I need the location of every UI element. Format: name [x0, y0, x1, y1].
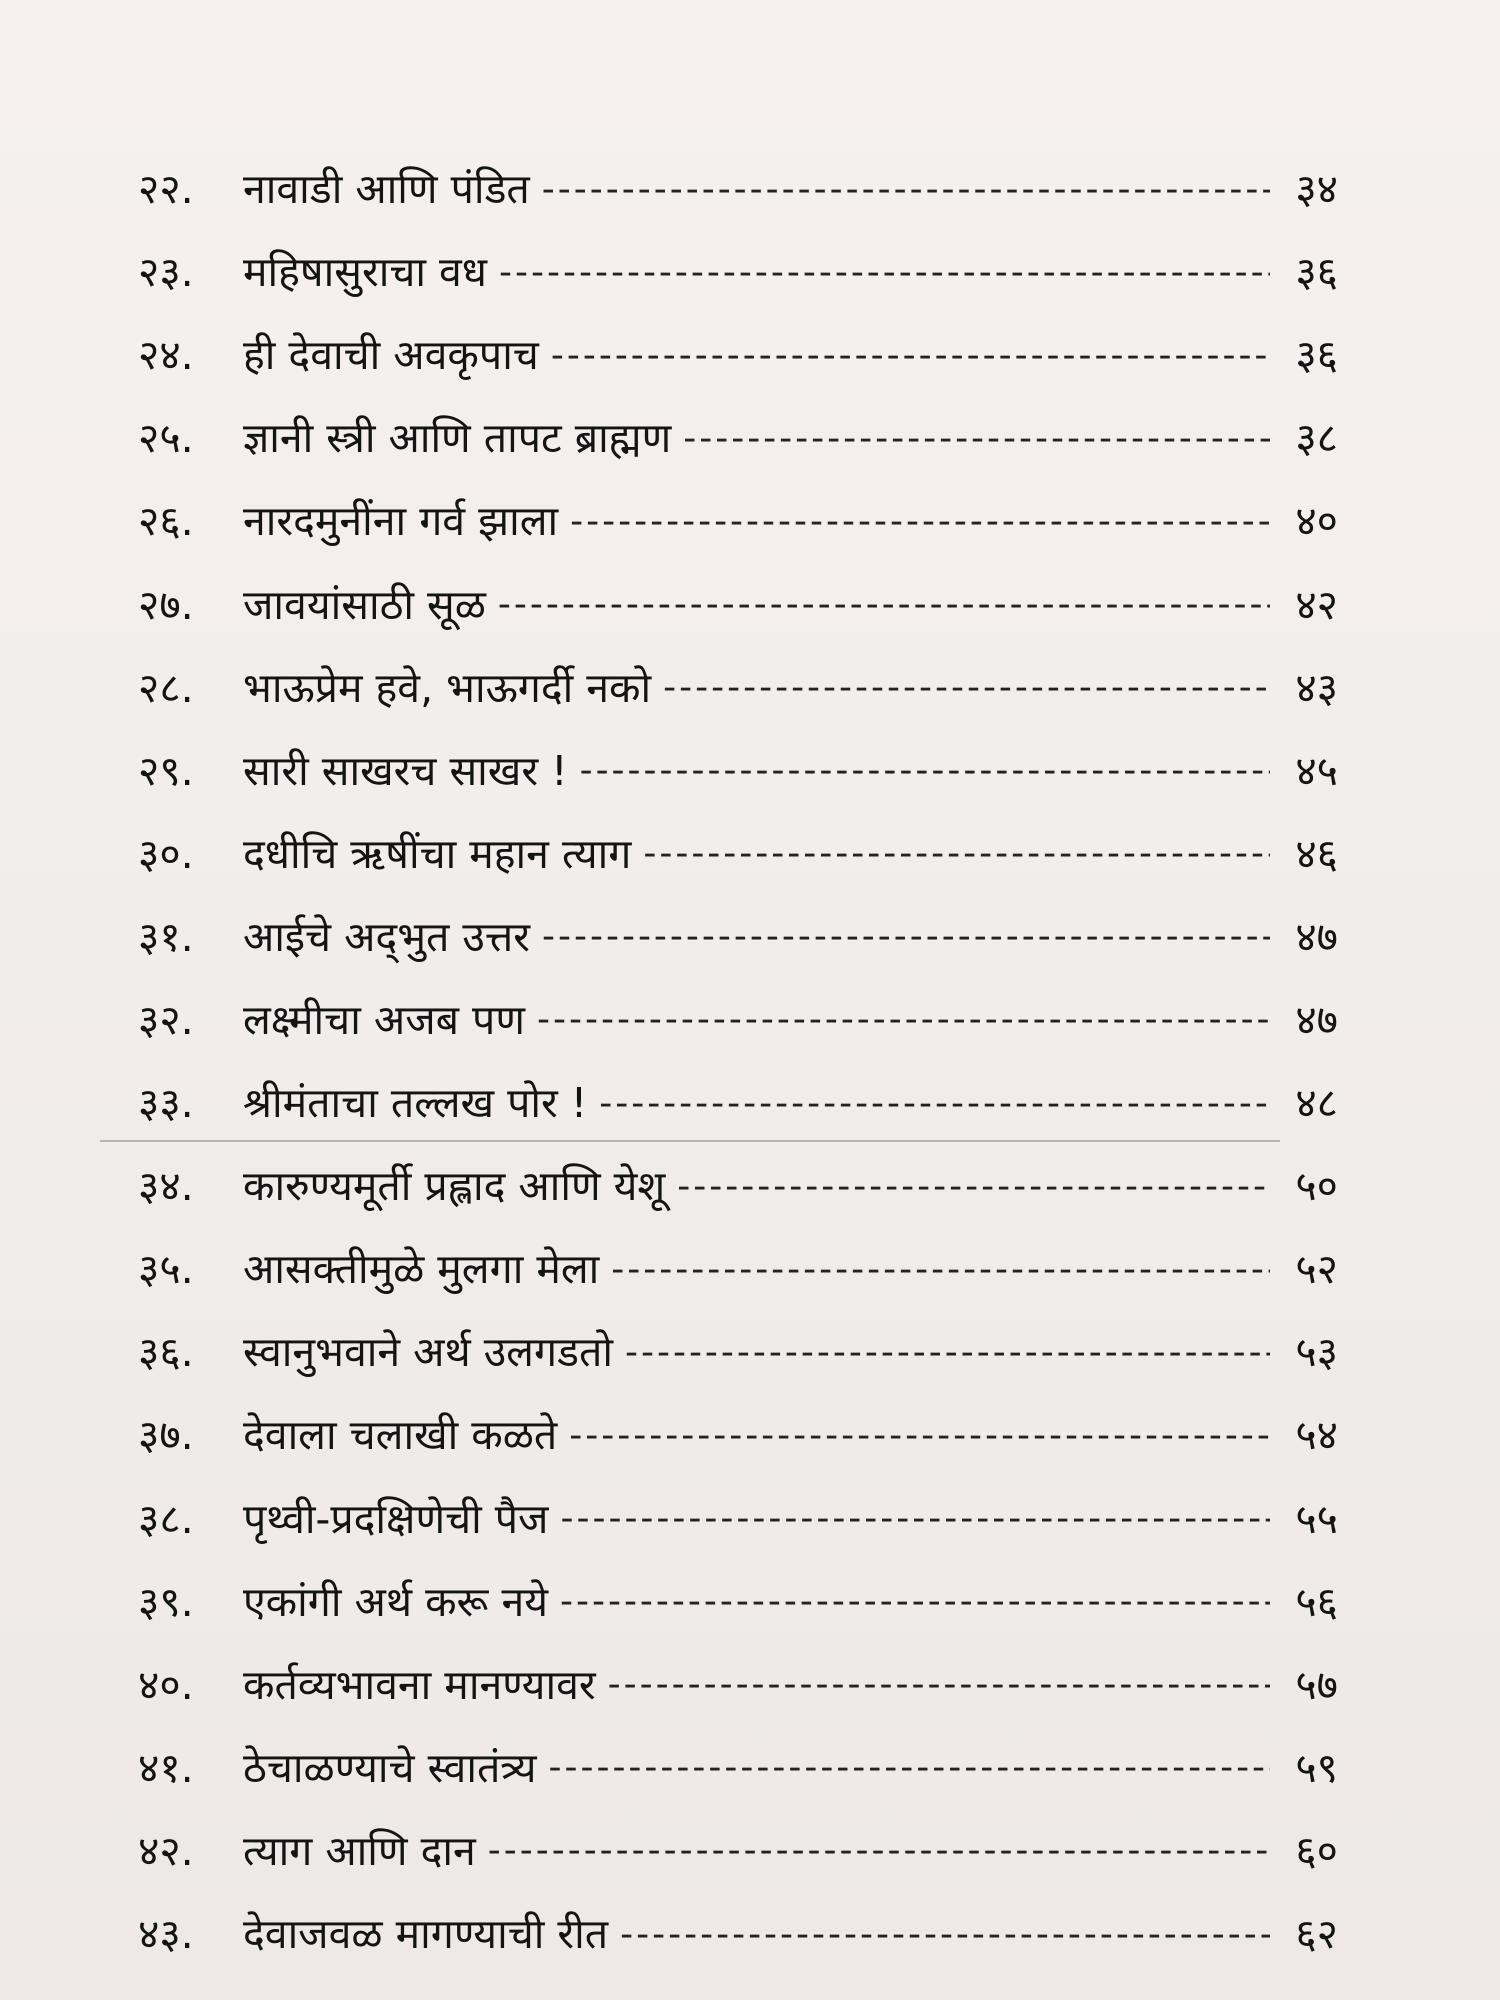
toc-entry-page-number: ५३: [1295, 1328, 1338, 1377]
toc-entry-number: ३७.: [138, 1411, 194, 1460]
toc-dot-leader: [499, 255, 1270, 291]
toc-entry: [138, 1145, 1338, 1228]
toc-entry-page-number: ३६: [1295, 331, 1338, 380]
toc-entry-number: ३९.: [138, 1577, 194, 1626]
toc-dot-leader: [643, 836, 1270, 872]
toc-dot-leader: [542, 919, 1270, 955]
toc-entry: [138, 1727, 1338, 1810]
toc-entry: [138, 1644, 1338, 1727]
toc-entry-title: कारुण्यमूर्ती प्रह्लाद आणि येशू: [243, 1162, 666, 1211]
toc-dot-leader: [560, 1501, 1270, 1537]
toc-entry-number: २७.: [138, 580, 194, 629]
toc-entry-number: २३.: [138, 248, 194, 297]
toc-entry-title: ही देवाची अवकृपाच: [243, 331, 539, 380]
toc-entry: [138, 1311, 1338, 1394]
toc-entry-number: ४०.: [138, 1660, 194, 1709]
toc-entry-title: नावाडी आणि पंडित: [243, 165, 530, 214]
toc-entry-page-number: ५५: [1295, 1494, 1338, 1543]
toc-entry-title: जावयांसाठी सूळ: [243, 580, 486, 629]
toc-entry: [138, 1561, 1338, 1644]
toc-entry-title: महिषासुराचा वध: [243, 248, 488, 297]
toc-entry-number: २८.: [138, 663, 194, 712]
toc-dot-leader: [548, 1750, 1270, 1786]
toc-entry-page-number: ५२: [1295, 1245, 1338, 1294]
toc-entry: [138, 314, 1338, 397]
toc-entry-number: ३४.: [138, 1162, 194, 1211]
toc-entry-title: आईचे अद्‌भुत उत्तर: [243, 912, 530, 961]
toc-entry-title: ठेचाळण्याचे स्वातंत्र्य: [243, 1743, 537, 1792]
toc-entry: [138, 979, 1338, 1062]
toc-entry: [138, 397, 1338, 480]
toc-dot-leader: [620, 1917, 1270, 1953]
toc-dot-leader: [498, 587, 1270, 623]
toc-entry-page-number: ५४: [1295, 1411, 1338, 1460]
table-of-contents: [138, 148, 1338, 1976]
toc-dot-leader: [560, 1584, 1270, 1620]
toc-entry-page-number: ५०: [1295, 1162, 1338, 1211]
toc-entry-page-number: ४३: [1295, 663, 1338, 712]
toc-entry-title: ज्ञानी स्त्री आणि तापट ब्राह्मण: [243, 414, 672, 463]
toc-entry: [138, 148, 1338, 231]
toc-entry-title: एकांगी अर्थ करू नये: [243, 1577, 548, 1626]
toc-entry-number: ३३.: [138, 1079, 194, 1128]
toc-dot-leader: [683, 421, 1270, 457]
toc-entry-page-number: ४२: [1295, 580, 1338, 629]
toc-entry-title: श्रीमंताचा तल्लख पोर !: [243, 1079, 588, 1128]
toc-entry-title: दधीचि ऋषींचा महान त्याग: [243, 829, 632, 878]
toc-entry-title: नारदमुनींना गर्व झाला: [243, 497, 559, 546]
toc-entry-number: २४.: [138, 331, 194, 380]
toc-entry-title: पृथ्वी-प्रदक्षिणेची पैज: [243, 1494, 549, 1543]
toc-entry-page-number: ३८: [1295, 414, 1338, 463]
toc-entry-title: देवाला चलाखी कळते: [243, 1411, 558, 1460]
toc-entry-page-number: ३४: [1295, 165, 1338, 214]
toc-dot-leader: [611, 1252, 1270, 1288]
toc-entry: [138, 813, 1338, 896]
toc-entry-title: आसक्तीमुळे मुलगा मेला: [243, 1245, 600, 1294]
toc-entry-number: २९.: [138, 746, 194, 795]
toc-entry-number: ४१.: [138, 1743, 194, 1792]
toc-entry-page-number: ४७: [1295, 995, 1338, 1044]
toc-entry-page-number: ४०: [1295, 497, 1338, 546]
toc-dot-leader: [569, 1418, 1270, 1454]
toc-entry-number: ३२.: [138, 995, 194, 1044]
toc-entry-number: ३५.: [138, 1245, 194, 1294]
toc-entry-page-number: ५६: [1295, 1577, 1338, 1626]
toc-dot-leader: [570, 504, 1270, 540]
toc-entry: [138, 1394, 1338, 1477]
toc-dot-leader: [677, 1169, 1270, 1205]
toc-entry: [138, 1478, 1338, 1561]
toc-dot-leader: [599, 1086, 1270, 1122]
toc-entry-title: त्याग आणि दान: [243, 1826, 476, 1875]
toc-entry-title: सारी साखरच साखर !: [243, 746, 568, 795]
toc-dot-leader: [625, 1335, 1270, 1371]
toc-entry: [138, 480, 1338, 563]
toc-entry-page-number: ४६: [1295, 829, 1338, 878]
toc-entry-page-number: ६०: [1295, 1826, 1338, 1875]
toc-entry-page-number: ३६: [1295, 248, 1338, 297]
toc-dot-leader: [663, 670, 1270, 706]
toc-entry-number: ३८.: [138, 1494, 194, 1543]
toc-entry-title: भाऊप्रेम हवे, भाऊगर्दी नको: [243, 663, 652, 712]
toc-entry-number: ४२.: [138, 1826, 194, 1875]
toc-entry-page-number: ५९: [1295, 1743, 1338, 1792]
toc-dot-leader: [537, 1002, 1270, 1038]
toc-entry-title: देवाजवळ मागण्याची रीत: [243, 1910, 609, 1959]
toc-entry: [138, 1228, 1338, 1311]
toc-entry-number: ३६.: [138, 1328, 194, 1377]
toc-entry: [138, 1810, 1338, 1893]
toc-entry: [138, 647, 1338, 730]
toc-entry-number: २६.: [138, 497, 194, 546]
toc-entry: [138, 1062, 1338, 1145]
toc-entry-number: २२.: [138, 165, 194, 214]
toc-dot-leader: [608, 1667, 1270, 1703]
toc-entry-number: ४३.: [138, 1910, 194, 1959]
toc-entry: [138, 231, 1338, 314]
toc-entry-number: ३१.: [138, 912, 194, 961]
toc-entry-title: स्वानुभवाने अर्थ उलगडतो: [243, 1328, 613, 1377]
toc-entry-title: कर्तव्यभावना मानण्यावर: [243, 1660, 596, 1709]
toc-dot-leader: [580, 753, 1270, 789]
toc-entry: [138, 730, 1338, 813]
toc-entry-title: लक्ष्मीचा अजब पण: [243, 995, 525, 1044]
toc-dot-leader: [551, 338, 1270, 374]
toc-entry: [138, 563, 1338, 646]
toc-dot-leader: [542, 172, 1270, 208]
toc-dot-leader: [488, 1833, 1270, 1869]
toc-entry-page-number: ५७: [1295, 1660, 1338, 1709]
toc-entry-page-number: ४७: [1295, 912, 1338, 961]
toc-entry: [138, 1893, 1338, 1976]
toc-entry-page-number: ६२: [1295, 1910, 1338, 1959]
toc-entry: [138, 896, 1338, 979]
toc-entry-number: २५.: [138, 414, 194, 463]
toc-entry-number: ३०.: [138, 829, 194, 878]
toc-entry-page-number: ४८: [1295, 1079, 1338, 1128]
toc-entry-page-number: ४५: [1295, 746, 1338, 795]
